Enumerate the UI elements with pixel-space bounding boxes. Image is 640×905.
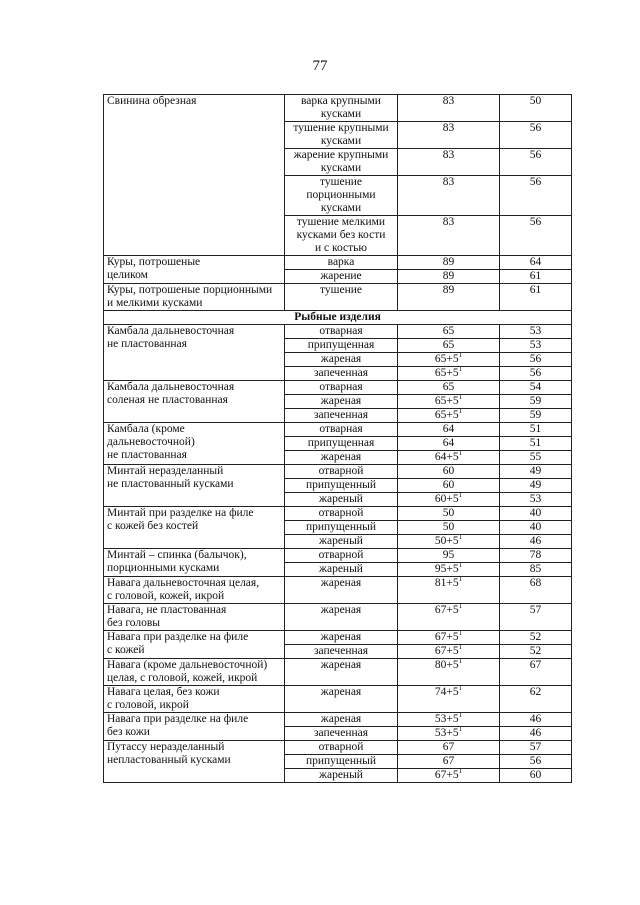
net-value-cell: 51 (500, 437, 572, 451)
net-value-cell: 40 (500, 521, 572, 535)
cooking-method-cell: запеченная (285, 409, 398, 423)
table-row (104, 549, 572, 563)
gross-value-cell (398, 713, 500, 727)
footnote-marker: 1 (458, 491, 463, 500)
product-name-cell: Камбала (кроме дальневосточной) не пластованная (104, 423, 285, 465)
cooking-method-cell: жареный (285, 563, 398, 577)
cooking-method-cell: запеченная (285, 645, 398, 659)
gross-value: 64+5 (434, 451, 459, 463)
gross-value-cell (398, 577, 500, 604)
footnote-marker: 1 (458, 629, 463, 638)
net-value-cell: 40 (500, 507, 572, 521)
gross-value-cell (398, 727, 500, 741)
gross-value-cell (398, 367, 500, 381)
product-name-cell: Куры, потрошеные целиком (104, 256, 285, 284)
gross-value: 50 (442, 507, 455, 519)
footnote-marker: 1 (458, 351, 463, 360)
product-name-cell: Минтай при разделке на филе с кожей без костей (104, 507, 285, 549)
gross-value: 74+5 (434, 686, 459, 698)
footnote-marker: 1 (458, 575, 463, 584)
net-value-cell: 50 (500, 95, 572, 122)
cooking-method-cell: жареная (285, 713, 398, 727)
gross-value: 65+5 (434, 395, 459, 407)
gross-value-cell (398, 741, 500, 755)
cooking-method-cell: запеченная (285, 367, 398, 381)
gross-value: 53+5 (434, 727, 459, 739)
gross-value: 65 (442, 325, 455, 337)
gross-value: 64 (442, 423, 455, 435)
product-name-cell: Навага при разделке на филе без кожи (104, 713, 285, 741)
cooking-method-cell: жареный (285, 769, 398, 783)
cooking-method-cell: жарение (285, 270, 398, 284)
footnote-marker: 1 (458, 365, 463, 374)
net-value-cell: 57 (500, 604, 572, 631)
net-value-cell: 52 (500, 645, 572, 659)
footnote-marker: 1 (458, 767, 463, 776)
gross-value-cell (398, 507, 500, 521)
page-number: 77 (312, 58, 328, 74)
cooking-method-cell: жареный (285, 493, 398, 507)
gross-value: 83 (442, 176, 455, 188)
gross-value: 83 (442, 95, 455, 107)
net-value-cell: 56 (500, 755, 572, 769)
cooking-method-cell: припущенная (285, 437, 398, 451)
product-name-cell: Навага, не пластованная без головы (104, 604, 285, 631)
gross-value: 80+5 (434, 659, 459, 671)
gross-value: 65+5 (434, 409, 459, 421)
cooking-method-cell: жареная (285, 577, 398, 604)
cooking-method-cell: припущенная (285, 339, 398, 353)
gross-value-cell (398, 631, 500, 645)
cooking-method-cell: варка (285, 256, 398, 270)
net-value-cell: 59 (500, 409, 572, 423)
table-row (104, 423, 572, 437)
cooking-method-cell: жареная (285, 604, 398, 631)
net-value-cell: 49 (500, 465, 572, 479)
product-name-cell: Навага при разделке на филе с кожей (104, 631, 285, 659)
cooking-method-cell: отварной (285, 465, 398, 479)
net-value-cell: 56 (500, 176, 572, 216)
table-row (104, 659, 572, 686)
cooking-yield-table (103, 94, 572, 783)
footnote-marker: 1 (458, 725, 463, 734)
gross-value: 95+5 (434, 563, 459, 575)
net-value-cell: 56 (500, 367, 572, 381)
product-name-cell: Минтай – спинка (балычок), порционными кусками (104, 549, 285, 577)
gross-value-cell (398, 451, 500, 465)
net-value-cell: 59 (500, 395, 572, 409)
table-row (104, 95, 572, 122)
net-value-cell: 56 (500, 149, 572, 176)
cooking-method-cell: жареная (285, 395, 398, 409)
table-row (104, 577, 572, 604)
table-body (104, 95, 572, 783)
gross-value-cell (398, 465, 500, 479)
footnote-marker: 1 (458, 643, 463, 652)
gross-value-cell (398, 149, 500, 176)
gross-value: 65 (442, 381, 455, 393)
net-value-cell: 62 (500, 686, 572, 713)
gross-value-cell (398, 284, 500, 311)
gross-value-cell (398, 409, 500, 423)
net-value-cell: 52 (500, 631, 572, 645)
net-value-cell: 67 (500, 659, 572, 686)
net-value-cell: 64 (500, 256, 572, 270)
gross-value: 67 (442, 741, 455, 753)
product-name-cell: Куры, потрошеные порционными и мелкими кусками (104, 284, 285, 311)
gross-value-cell (398, 423, 500, 437)
net-value-cell: 53 (500, 339, 572, 353)
product-name-cell: Свинина обрезная (104, 95, 285, 256)
net-value-cell: 68 (500, 577, 572, 604)
net-value-cell: 78 (500, 549, 572, 563)
gross-value-cell (398, 437, 500, 451)
net-value-cell: 51 (500, 423, 572, 437)
section-heading: Рыбные изделия (104, 311, 572, 325)
net-value-cell: 85 (500, 563, 572, 577)
gross-value-cell (398, 353, 500, 367)
product-name-cell: Навага (кроме дальневосточной) целая, с головой, кожей, икрой (104, 659, 285, 686)
gross-value-cell (398, 216, 500, 256)
footnote-marker: 1 (458, 684, 463, 693)
product-name-cell: Путассу неразделанный непластованный кусками (104, 741, 285, 783)
cooking-method-cell: отварной (285, 507, 398, 521)
cooking-method-cell: тушение крупными кусками (285, 122, 398, 149)
cooking-method-cell: припущенный (285, 755, 398, 769)
gross-value-cell (398, 493, 500, 507)
gross-value: 50 (442, 521, 455, 533)
gross-value-cell (398, 270, 500, 284)
cooking-method-cell: тушение порционными кусками (285, 176, 398, 216)
footnote-marker: 1 (458, 533, 463, 542)
footnote-marker: 1 (458, 602, 463, 611)
cooking-method-cell: отварная (285, 423, 398, 437)
table-row (104, 631, 572, 645)
gross-value-cell (398, 563, 500, 577)
net-value-cell: 55 (500, 451, 572, 465)
gross-value-cell (398, 769, 500, 783)
gross-value: 67+5 (434, 631, 459, 643)
table-row (104, 713, 572, 727)
table-row (104, 604, 572, 631)
cooking-method-cell: припущенный (285, 479, 398, 493)
gross-value: 67+5 (434, 769, 459, 781)
net-value-cell: 61 (500, 270, 572, 284)
gross-value-cell (398, 549, 500, 563)
gross-value-cell (398, 122, 500, 149)
footnote-marker: 1 (458, 449, 463, 458)
cooking-method-cell: тушение мелкими кусками без кости и с костью (285, 216, 398, 256)
section-row (104, 311, 572, 325)
net-value-cell: 56 (500, 353, 572, 367)
table-row (104, 381, 572, 395)
cooking-method-cell: жарение крупными кусками (285, 149, 398, 176)
product-name-cell: Навага целая, без кожи с головой, икрой (104, 686, 285, 713)
footnote-marker: 1 (458, 657, 463, 666)
gross-value-cell (398, 521, 500, 535)
gross-value: 89 (442, 256, 455, 268)
gross-value: 89 (442, 284, 455, 296)
gross-value: 60 (442, 465, 455, 477)
gross-value-cell (398, 325, 500, 339)
cooking-method-cell: отварной (285, 741, 398, 755)
net-value-cell: 61 (500, 284, 572, 311)
footnote-marker: 1 (458, 711, 463, 720)
net-value-cell: 46 (500, 535, 572, 549)
table-row (104, 325, 572, 339)
gross-value: 83 (442, 216, 455, 228)
cooking-method-cell: припущенный (285, 521, 398, 535)
cooking-method-cell: жареная (285, 353, 398, 367)
cooking-method-cell: жареная (285, 451, 398, 465)
cooking-method-cell: запеченная (285, 727, 398, 741)
net-value-cell: 56 (500, 122, 572, 149)
cooking-method-cell: жареная (285, 659, 398, 686)
gross-value-cell (398, 686, 500, 713)
net-value-cell: 49 (500, 479, 572, 493)
gross-value: 67+5 (434, 645, 459, 657)
cooking-method-cell: отварная (285, 381, 398, 395)
gross-value: 67 (442, 755, 455, 767)
net-value-cell: 60 (500, 769, 572, 783)
gross-value: 64 (442, 437, 455, 449)
cooking-method-cell: отварной (285, 549, 398, 563)
gross-value: 83 (442, 122, 455, 134)
gross-value: 53+5 (434, 713, 459, 725)
product-name-cell: Навага дальневосточная целая, с головой, кожей, икрой (104, 577, 285, 604)
gross-value-cell (398, 755, 500, 769)
table-row (104, 507, 572, 521)
product-name-cell: Минтай неразделанный не пластованный кусками (104, 465, 285, 507)
footnote-marker: 1 (458, 561, 463, 570)
footnote-marker: 1 (458, 393, 463, 402)
net-value-cell: 46 (500, 713, 572, 727)
gross-value-cell (398, 535, 500, 549)
table-row (104, 256, 572, 270)
gross-value: 60 (442, 479, 455, 491)
net-value-cell: 46 (500, 727, 572, 741)
gross-value-cell (398, 256, 500, 270)
gross-value: 95 (442, 549, 455, 561)
gross-value-cell (398, 176, 500, 216)
gross-value: 81+5 (434, 577, 459, 589)
table-row (104, 686, 572, 713)
net-value-cell: 53 (500, 325, 572, 339)
gross-value-cell (398, 339, 500, 353)
gross-value: 50+5 (434, 535, 459, 547)
net-value-cell: 56 (500, 216, 572, 256)
gross-value: 65+5 (434, 367, 459, 379)
net-value-cell: 57 (500, 741, 572, 755)
gross-value-cell (398, 659, 500, 686)
product-name-cell: Камбала дальневосточная не пластованная (104, 325, 285, 381)
gross-value-cell (398, 479, 500, 493)
gross-value: 65+5 (434, 353, 459, 365)
gross-value-cell (398, 645, 500, 659)
product-name-cell: Камбала дальневосточная соленая не пластованная (104, 381, 285, 423)
gross-value-cell (398, 395, 500, 409)
gross-value: 60+5 (434, 493, 459, 505)
cooking-method-cell: тушение (285, 284, 398, 311)
cooking-method-cell: отварная (285, 325, 398, 339)
gross-value: 83 (442, 149, 455, 161)
gross-value-cell (398, 604, 500, 631)
gross-value-cell (398, 381, 500, 395)
net-value-cell: 53 (500, 493, 572, 507)
cooking-method-cell: жареная (285, 686, 398, 713)
gross-value: 89 (442, 270, 455, 282)
footnote-marker: 1 (458, 407, 463, 416)
gross-value-cell (398, 95, 500, 122)
table-row (104, 284, 572, 311)
table-row (104, 465, 572, 479)
gross-value: 67+5 (434, 604, 459, 616)
cooking-method-cell: жареный (285, 535, 398, 549)
table-row (104, 741, 572, 755)
cooking-method-cell: жареная (285, 631, 398, 645)
net-value-cell: 54 (500, 381, 572, 395)
gross-value: 65 (442, 339, 455, 351)
cooking-method-cell: варка крупными кусками (285, 95, 398, 122)
